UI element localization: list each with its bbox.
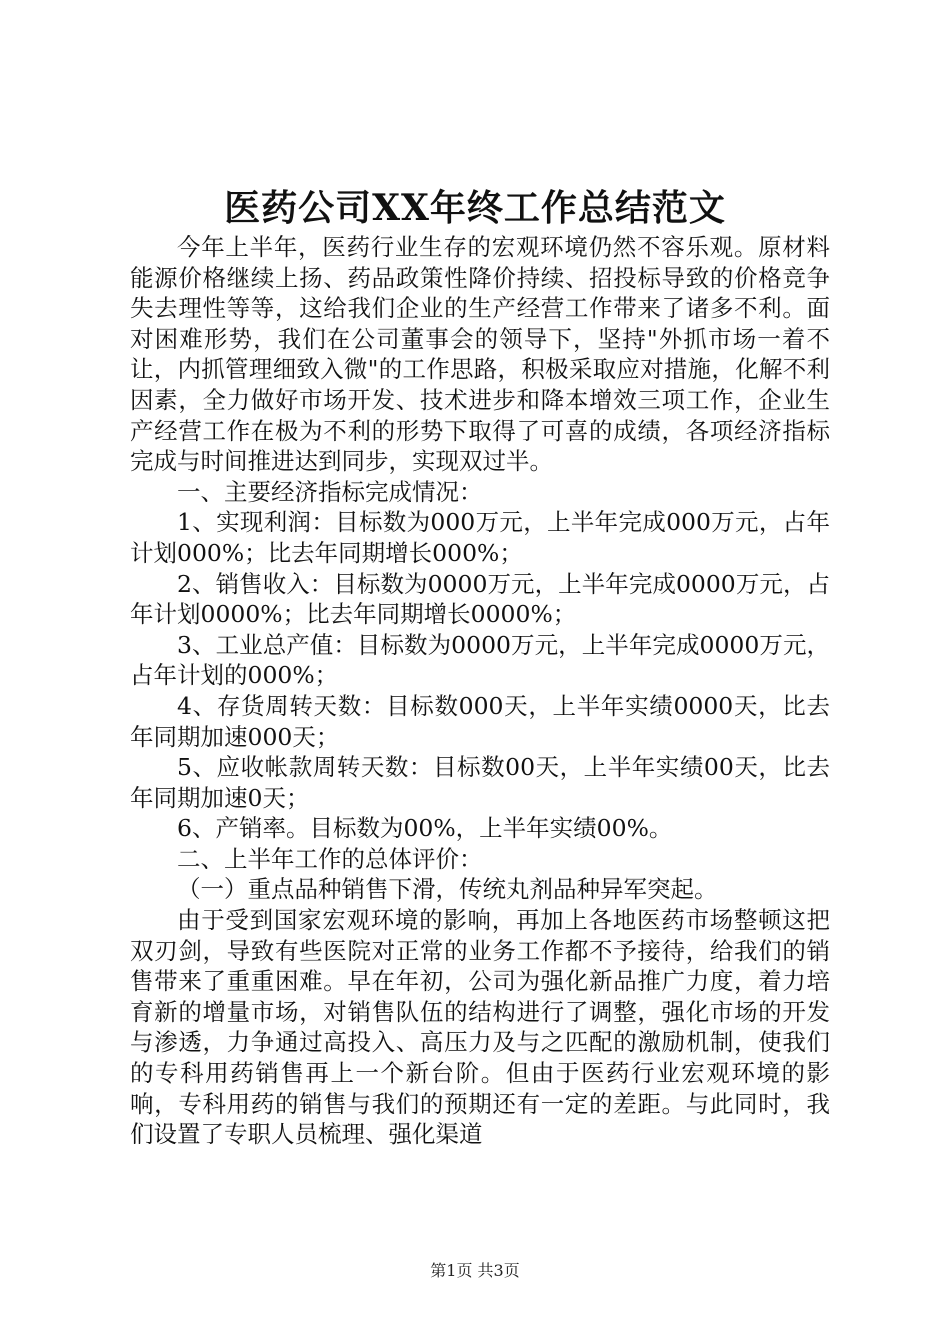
section-heading-2: 二、上半年工作的总体评价： bbox=[177, 844, 483, 873]
list-item-sales-rate: 6、产销率。目标数为00%，上半年实绩00%。 bbox=[177, 814, 673, 843]
document-title: 医药公司XX年终工作总结范文 bbox=[224, 187, 726, 229]
list-item-profit: 1、实现利润：目标数为000万元，上半年完成000万元，占年计划000%；比去年同期增长000%； bbox=[130, 508, 830, 567]
list-item-sales-revenue: 2、销售收入：目标数为0000万元，上半年完成0000万元，占年计划0000%；比去年同期增长0000%； bbox=[130, 569, 830, 629]
document-body bbox=[130, 232, 830, 1150]
paragraph-intro: 今年上半年，医药行业生存的宏观环境仍然不容乐观。原材料能源价格继续上扬、药品政策性降价持续、招投标导致的价格竞争失去理性等等，这给我们企业的生产经营工作带来了诸多不利。面对困难形势，我们在公司董事会的领导下，坚持"外抓市场一着不让，内抓管理细致入微"的工作思路，积极采取应对措施，化解不利因素，全力做好市场开发、技术进步和降本增效三项工作，企业生产经营工作在极为不利的形势下取得了可喜的成绩，各项经济指标完成与时间推进达到同步，实现双过半。 bbox=[130, 233, 830, 476]
section-heading-1: 一、主要经济指标完成情况： bbox=[177, 477, 483, 506]
list-item-inventory-turnover: 4、存货周转天数：目标数000天，上半年实绩0000天，比去年同期加速000天； bbox=[130, 691, 830, 751]
paragraph-analysis: 由于受到国家宏观环境的影响，再加上各地医药市场整顿这把双刃剑，导致有些医院对正常的业务工作都不予接待，给我们的销售带来了重重困难。早在年初，公司为强化新品推广力度，着力培育新的增量市场，对销售队伍的结构进行了调整，强化市场的开发与渗透，力争通过高投入、高压力及与之匹配的激励机制，使我们的专科用药销售再上一个新台阶。但由于医药行业宏观环境的影响，专科用药的销售与我们的预期还有一定的差距。与此同时，我们设置了专职人员梳理、强化渠道 bbox=[130, 906, 830, 1149]
list-item-industrial-output: 3、工业总产值：目标数为0000万元，上半年完成0000万元，占年计划的000%； bbox=[130, 630, 830, 690]
list-item-receivables-turnover: 5、应收帐款周转天数：目标数00天，上半年实绩00天，比去年同期加速0天； bbox=[130, 753, 830, 812]
page-number-footer: 第1页 共3页 bbox=[430, 1261, 520, 1280]
subsection-heading-1: （一）重点品种销售下滑，传统丸剂品种异军突起。 bbox=[177, 875, 718, 904]
